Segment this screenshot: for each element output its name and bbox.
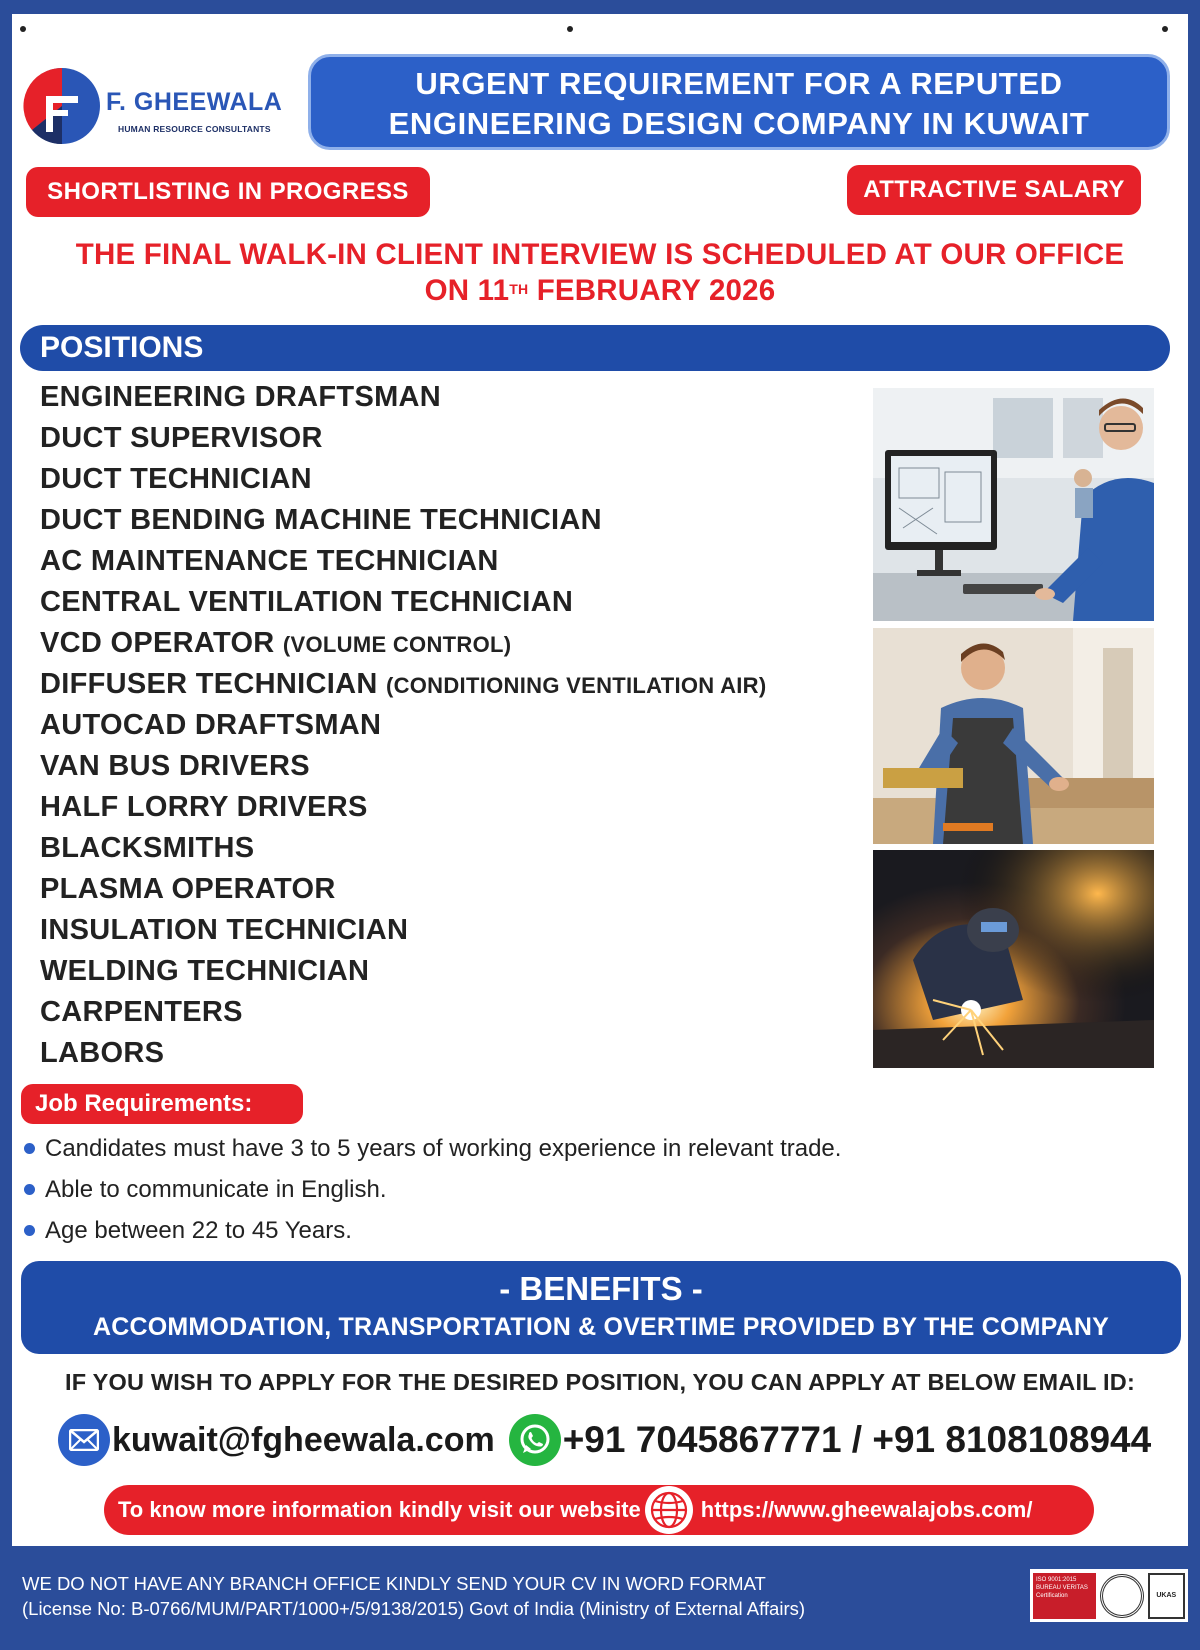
headline-line-1: URGENT REQUIREMENT FOR A REPUTED (415, 66, 1063, 101)
position-item: WELDING TECHNICIAN (40, 955, 370, 987)
poster (12, 14, 1188, 1546)
website-banner[interactable] (104, 1485, 1094, 1535)
interview-date-suffix-sup: TH (509, 281, 529, 297)
position-item: VAN BUS DRIVERS (40, 750, 310, 782)
draftsman-photo (873, 388, 1154, 621)
positions-list (40, 377, 766, 1074)
positions-header: POSITIONS (20, 325, 1170, 371)
interview-line-1: THE FINAL WALK-IN CLIENT INTERVIEW IS SCHEDULED AT OUR OFFICE (75, 238, 1125, 271)
benefits-title: - BENEFITS - (499, 1270, 703, 1307)
welder-photo (873, 850, 1154, 1068)
requirement-item: Candidates must have 3 to 5 years of working experience in relevant trade. (24, 1128, 841, 1169)
ukas-badge: UKAS (1148, 1573, 1185, 1619)
logo-mark-icon (22, 66, 102, 146)
benefits-text: ACCOMMODATION, TRANSPORTATION & OVERTIME PROVIDED BY THE COMPANY (92, 1313, 1110, 1341)
position-item: INSULATION TECHNICIAN (40, 914, 409, 946)
position-item: DUCT BENDING MACHINE TECHNICIAN (40, 504, 602, 536)
position-item: DUCT TECHNICIAN (40, 463, 312, 495)
logo-tagline: HUMAN RESOURCE CONSULTANTS (118, 124, 271, 134)
website-url[interactable]: https://www.gheewalajobs.com/ (700, 1497, 1033, 1522)
apply-instruction: IF YOU WISH TO APPLY FOR THE DESIRED POSITION, YOU CAN APPLY AT BELOW EMAIL ID: (65, 1369, 1135, 1395)
position-item: AUTOCAD DRAFTSMAN (40, 709, 382, 741)
requirements-list (24, 1128, 841, 1251)
requirement-item: Able to communicate in English. (24, 1169, 841, 1210)
requirement-item: Age between 22 to 45 Years. (24, 1210, 841, 1251)
position-item: PLASMA OPERATOR (40, 873, 336, 905)
headline-line-2: ENGINEERING DESIGN COMPANY IN KUWAIT (388, 106, 1090, 141)
position-item: ENGINEERING DRAFTSMAN (40, 381, 442, 413)
position-item: AC MAINTENANCE TECHNICIAN (40, 545, 499, 577)
corner-dot (1162, 26, 1168, 32)
position-note: (CONDITIONING VENTILATION AIR) (385, 673, 767, 698)
position-item: CARPENTERS (40, 996, 243, 1028)
website-text: To know more information kindly visit our website (118, 1497, 641, 1522)
email-icon (58, 1414, 110, 1466)
position-item: LABORS (40, 1037, 165, 1069)
position-item: DUCT SUPERVISOR (40, 422, 323, 454)
requirements-header: Job Requirements: (21, 1084, 303, 1124)
bullet-icon (24, 1184, 35, 1195)
position-item: DIFFUSER TECHNICIAN (CONDITIONING VENTILATION AIR) (40, 668, 767, 700)
corner-dot (567, 26, 573, 32)
interview-date-month: FEBRUARY 2026 (528, 274, 776, 307)
position-item: BLACKSMITHS (40, 832, 255, 864)
phone-numbers[interactable]: +91 7045867771 / +91 8108108944 (562, 1419, 1152, 1460)
interview-notice (12, 237, 1188, 309)
position-item: CENTRAL VENTILATION TECHNICIAN (40, 586, 574, 618)
whatsapp-icon (509, 1414, 561, 1466)
certification-badges (1030, 1569, 1188, 1622)
position-item: HALF LORRY DRIVERS (40, 791, 368, 823)
contact-row (58, 1410, 1151, 1470)
corner-dot (20, 26, 26, 32)
bureau-veritas-seal-icon (1100, 1574, 1143, 1618)
logo-name: F. GHEEWALA (106, 88, 283, 116)
footer-notice (22, 1571, 805, 1621)
interview-date-prefix: ON 11 (424, 274, 510, 307)
interview-date (12, 273, 1188, 309)
benefits-banner (21, 1261, 1181, 1354)
iso-certification-label: ISO 9001:2015 BUREAU VERITAS Certification (1033, 1573, 1096, 1619)
salary-badge: ATTRACTIVE SALARY (847, 165, 1141, 215)
shortlisting-badge: SHORTLISTING IN PROGRESS (26, 167, 430, 217)
bullet-icon (24, 1225, 35, 1236)
bullet-icon (24, 1143, 35, 1154)
globe-icon (645, 1486, 693, 1534)
position-item: VCD OPERATOR (VOLUME CONTROL) (40, 627, 512, 659)
email-link[interactable]: kuwait@fgheewala.com (112, 1420, 495, 1459)
position-note: (VOLUME CONTROL) (282, 632, 512, 657)
company-logo (22, 62, 292, 152)
footer-line-2: (License No: B-0766/MUM/PART/1000+/5/9138/2015) Govt of India (Ministry of External Affairs) (22, 1598, 806, 1619)
footer-line-1: WE DO NOT HAVE ANY BRANCH OFFICE KINDLY SEND YOUR CV IN WORD FORMAT (22, 1573, 766, 1594)
headline-banner (308, 54, 1170, 150)
technician-photo (873, 628, 1154, 844)
